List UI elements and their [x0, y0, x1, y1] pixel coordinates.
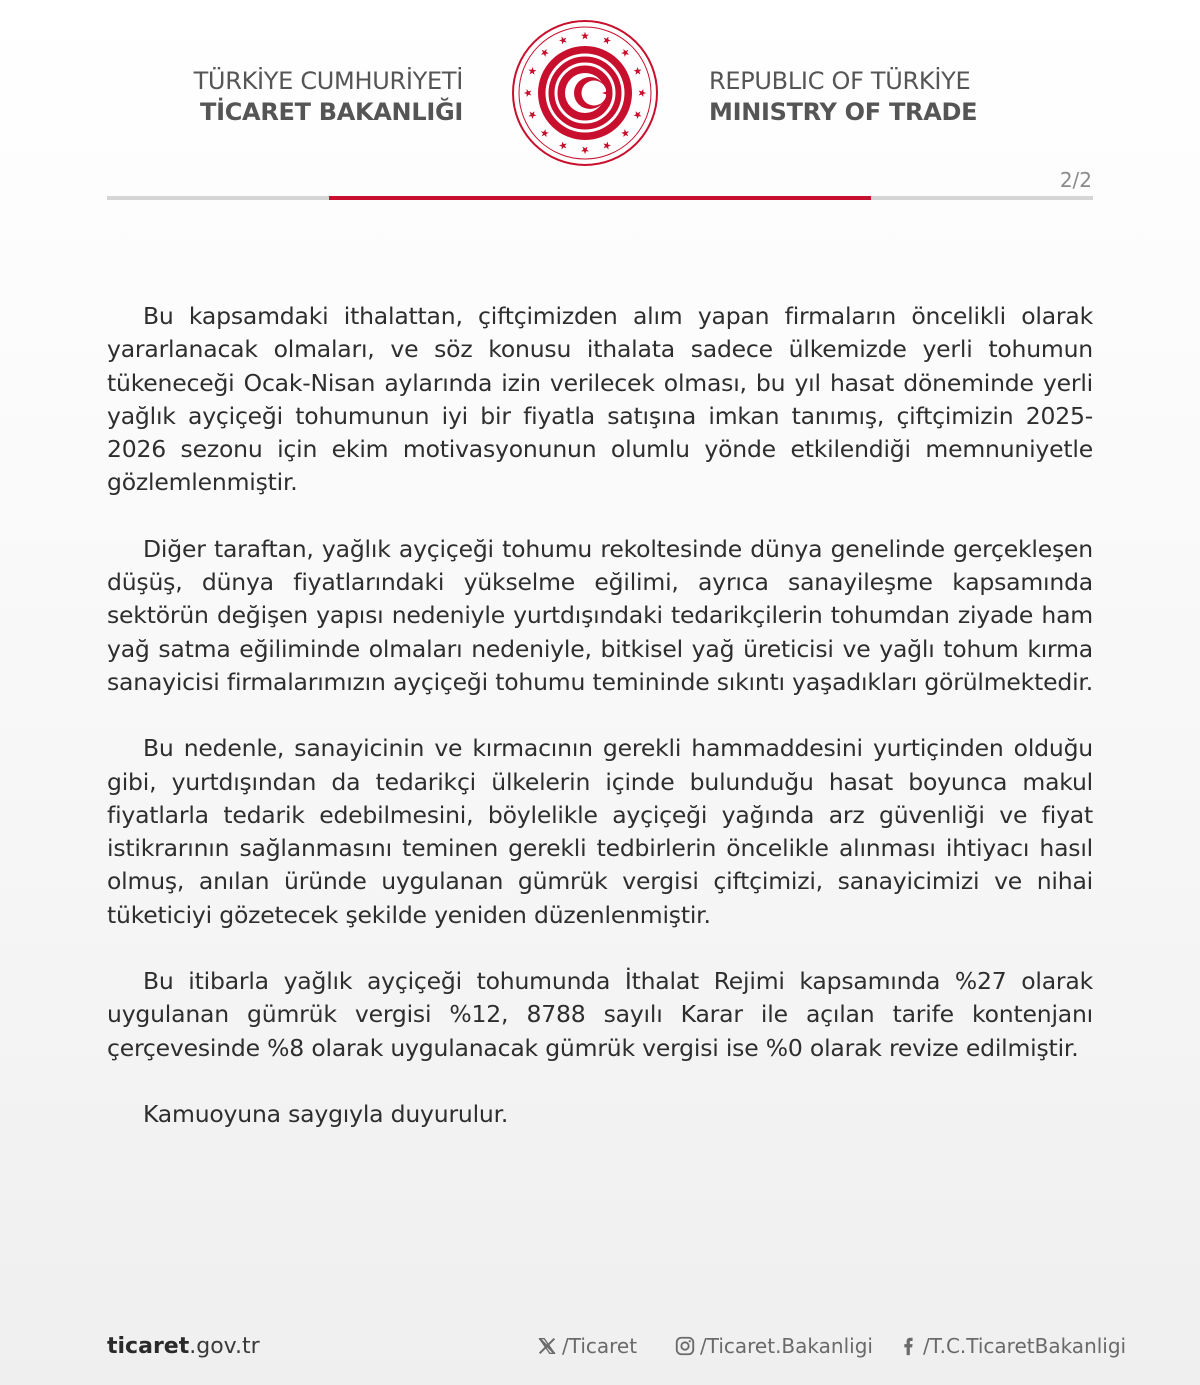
page-number: 2/2 — [1059, 168, 1092, 192]
paragraph-4: Bu itibarla yağlık ayçiçeği tohumunda İthalat Rejimi kapsamında %27 olarak uygulanan gümrük vergisi %12, 8788 sayılı Karar ile açılan tarife kontenjanı çerçevesinde %8 olarak uygulanacak gümrük vergisi ise %0 olarak revize edilmiştir. — [107, 967, 1093, 1062]
en-country-name: REPUBLIC OF TÜRKİYE — [709, 67, 971, 95]
closing-line: Kamuoyuna saygıyla duyurulur. — [143, 1099, 509, 1128]
seal-star — [621, 49, 629, 57]
seal-star — [621, 129, 629, 137]
en-ministry-name: MINISTRY OF TRADE — [709, 98, 978, 126]
seal-star — [581, 147, 589, 155]
ministry-seal-logo — [510, 18, 660, 168]
seal-star — [524, 89, 532, 97]
paragraph-1: Bu kapsamdaki ithalattan, çiftçimizden alım yapan firmaların öncelikli olarak yararlanacak olmaları, ve söz konusu ithalata sadece ülkemizde yerli tohumun tükeneceği Ocak-Nisan aylarında izin verilecek olması, bu yıl hasat döneminde yerli yağlık ayçiçeği tohumunun iyi bir fiyatla satışına imkan tanımış, çiftçimizin 2025-2026 sezonu için ekim motivasyonunun olumlu yönde etkilendiği memnuniyetle gözlemlenmiştir. — [107, 302, 1093, 497]
x-logo-icon — [536, 1335, 558, 1357]
english-ministry-name — [709, 66, 977, 128]
header-divider-accent — [329, 196, 871, 200]
footer — [0, 1328, 1200, 1368]
tr-ministry-name: TİCARET BAKANLIĞI — [200, 98, 463, 126]
x-social-link[interactable] — [536, 1334, 637, 1358]
seal-star — [581, 32, 589, 40]
tr-country-name: TÜRKİYE CUMHURİYETİ — [193, 67, 463, 95]
seal-star — [559, 142, 567, 150]
website-domain-bold: ticaret — [107, 1334, 190, 1359]
press-release-body — [107, 300, 1093, 1164]
instagram-handle: /Ticaret.Bakanligi — [700, 1334, 873, 1358]
facebook-handle: /T.C.TicaretBakanligi — [923, 1334, 1127, 1358]
seal-star — [634, 111, 642, 119]
website-link[interactable] — [107, 1334, 260, 1359]
seal-star — [639, 89, 647, 97]
seal-star — [603, 142, 611, 150]
paragraph-2: Diğer taraftan, yağlık ayçiçeği tohumu rekoltesinde dünya genelinde gerçekleşen düşüş, dünya fiyatlarındaki yükselme eğilimi, ayrıca sanayileşme kapsamında sektörün değişen yapısı nedeniyle yurtdışındaki tedarikçilerin tohumdan ziyade ham yağ satma eğiliminde olmaları nedeniyle, bitkisel yağ üreticisi ve yağlı tohum kırma sanayicisi firmalarımızın ayçiçeği tohumu temininde sıkıntı yaşadıkları görülmektedir. — [107, 534, 1093, 696]
instagram-social-link[interactable] — [674, 1334, 873, 1358]
seal-star — [528, 111, 536, 119]
x-handle: /Ticaret — [562, 1334, 638, 1358]
seal-star — [541, 129, 549, 137]
turkish-ministry-name — [194, 66, 463, 128]
facebook-social-link[interactable] — [897, 1334, 1126, 1358]
seal-star — [603, 36, 611, 44]
seal-star — [541, 49, 549, 57]
seal-star — [528, 67, 536, 75]
seal-star — [634, 67, 642, 75]
seal-star — [559, 36, 567, 44]
website-domain-rest: .gov.tr — [189, 1334, 260, 1359]
letterhead — [0, 0, 1200, 200]
instagram-icon — [674, 1335, 696, 1357]
facebook-icon — [897, 1335, 919, 1357]
paragraph-3: Bu nedenle, sanayicinin ve kırmacının gerekli hammaddesini yurtiçinden olduğu gibi, yurtdışından da tedarikçi ülkelerin içinde bulunduğu hasat boyunca makul fiyatlarla tedarik edebilmesini, böylelikle ayçiçeği yağında arz güvenliği ve fiyat istikrarının sağlanmasını teminen gerekli tedbirlerin öncelikle alınması ihtiyacı hasıl olmuş, anılan üründe uygulanan gümrük vergisi çiftçimizi, sanayicimizi ve nihai tüketiciyi gözetecek şekilde yeniden düzenlenmiştir. — [107, 734, 1093, 929]
